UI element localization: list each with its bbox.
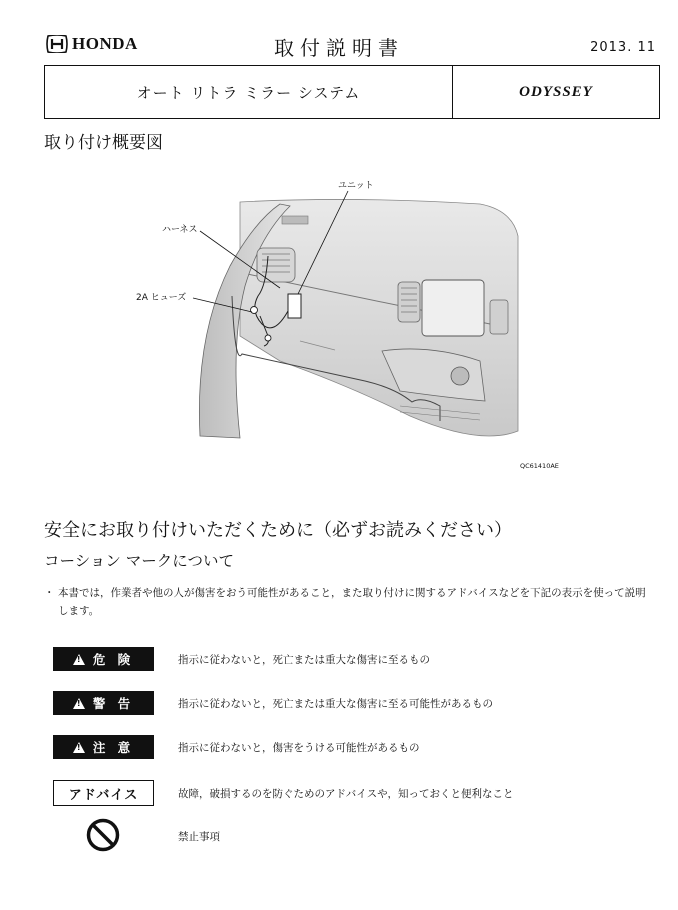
danger-label: 危 険 bbox=[92, 652, 135, 667]
advice-badge bbox=[53, 780, 154, 806]
model-name: ODYSSEY bbox=[519, 83, 593, 100]
warning-triangle-icon bbox=[73, 698, 85, 709]
vent-center bbox=[398, 282, 420, 322]
unit-label: ユニット bbox=[338, 181, 374, 191]
caution-label: 注 意 bbox=[92, 740, 135, 755]
mark-row-warning bbox=[0, 691, 678, 717]
caution-mark-heading: コーション マークについて bbox=[44, 552, 234, 570]
mark-row-advice bbox=[0, 780, 678, 806]
harness-label: ハーネス bbox=[162, 225, 198, 235]
advice-label: アドバイス bbox=[68, 787, 139, 803]
document-title: 取付説明書 bbox=[274, 36, 404, 60]
intro-text: 本書では，作業者や他の人が傷害をおう可能性があること，また取り付けに関するアドバイスなどを下記の表示を使って説明します。 bbox=[58, 587, 646, 617]
title-box bbox=[44, 65, 660, 119]
danger-description: 指示に従わないと，死亡または重大な傷害に至るもの bbox=[178, 654, 430, 666]
intro-bullet bbox=[44, 584, 656, 620]
safety-heading: 安全にお取り付けいただくために（必ずお読みください） bbox=[44, 520, 512, 541]
bullet-marker: ・ bbox=[44, 587, 55, 599]
danger-badge bbox=[53, 647, 154, 671]
caution-badge bbox=[53, 735, 154, 759]
prohibition-icon bbox=[86, 818, 120, 852]
prohibited-description: 禁止事項 bbox=[178, 831, 220, 843]
warning-label: 警 告 bbox=[92, 696, 135, 711]
warning-badge bbox=[53, 691, 154, 715]
installation-diagram bbox=[136, 176, 570, 476]
warning-description: 指示に従わないと，死亡または重大な傷害に至る可能性があるもの bbox=[178, 698, 493, 710]
brand-name: HONDA bbox=[72, 34, 138, 53]
warning-triangle-icon bbox=[73, 742, 85, 753]
overview-heading: 取り付け概要図 bbox=[44, 133, 163, 153]
fuse-label: 2A ヒューズ bbox=[136, 293, 187, 303]
caution-description: 指示に従わないと，傷害をうける可能性があるもの bbox=[178, 742, 420, 754]
warning-triangle-icon bbox=[73, 654, 85, 665]
product-name: オート リトラ ミラー システム bbox=[45, 66, 453, 118]
figure-code: QC61410AE bbox=[520, 462, 559, 470]
dashboard-illustration bbox=[150, 176, 570, 476]
mark-row-danger bbox=[0, 647, 678, 673]
mark-row-caution bbox=[0, 735, 678, 761]
advice-description: 故障，破損するのを防ぐためのアドバイスや，知っておくと便利なこと bbox=[178, 788, 514, 800]
document-date: 2013. 11 bbox=[590, 40, 656, 55]
vent-left bbox=[257, 248, 295, 282]
